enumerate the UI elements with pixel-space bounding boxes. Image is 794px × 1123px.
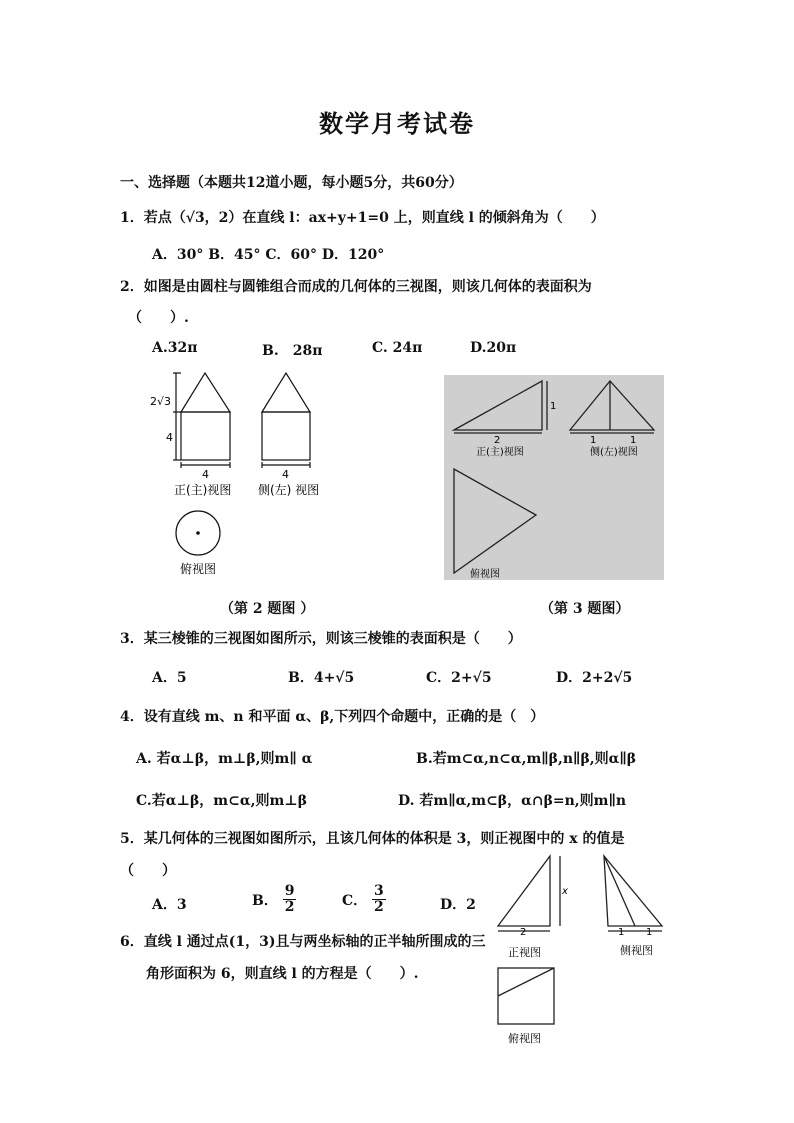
q2-dim-cone: 2√3: [150, 395, 172, 408]
figure-q5-three-views: [490, 852, 676, 1048]
q3-dim-w: 2: [494, 435, 501, 446]
question-5-stem-cont: （ ）: [120, 863, 176, 879]
q5-dim-b: 1: [646, 927, 653, 938]
question-6-stem: 6．直线 l 通过点(1，3)且与两坐标轴的正半轴所围成的三: [120, 934, 486, 950]
question-2-stem: 2．如图是由圆柱与圆锥组合而成的几何体的三视图，则该几何体的表面积为: [120, 279, 592, 295]
question-1-options: A．30° B．45° C．60° D．120°: [152, 247, 385, 263]
figure-q3-three-views: [444, 375, 664, 580]
question-2-option-a: A.32π: [152, 340, 198, 356]
q3-dim-a: 1: [590, 435, 597, 446]
q5-front-label: 正视图: [508, 946, 541, 959]
question-5-stem: 5．某几何体的三视图如图所示，且该几何体的体积是 3，则正视图中的 x 的值是: [120, 831, 625, 847]
question-4-option-c: C.若α⊥β，m⊂α,则m⊥β: [136, 793, 308, 809]
q3-front-label: 正(主)视图: [476, 447, 524, 458]
q5-option-b-den: 2: [284, 899, 295, 916]
question-4-option-b: B.若m⊂α,n⊂α,m∥β,n∥β,则α∥β: [416, 751, 637, 767]
question-5-option-a: A．3: [152, 897, 187, 913]
question-3-option-a: A．5: [152, 670, 187, 686]
q5-side-label: 侧视图: [620, 944, 653, 957]
page-title: 数学月考试卷: [319, 109, 475, 138]
q5-dim-a: 1: [618, 927, 625, 938]
question-5-option-c: [342, 884, 386, 916]
q5-top-square: [498, 968, 554, 1024]
q2-front-cone: [181, 373, 230, 412]
q2-side-label: 侧(左) 视图: [258, 483, 320, 497]
q2-top-label: 俯视图: [180, 562, 217, 576]
question-3-option-b: B．4+√5: [288, 670, 355, 686]
q5-option-b-fraction: [283, 884, 297, 916]
question-6-stem-cont: 角形面积为 6，则直线 l 的方程是（ ）.: [146, 966, 419, 982]
q2-side-cone: [262, 373, 310, 412]
figure-q2-three-views: [140, 368, 360, 588]
q2-dim-w1: 4: [202, 468, 209, 481]
question-4-stem: 4．设有直线 m、n 和平面 α、β,下列四个命题中，正确的是（ ）: [120, 709, 545, 725]
figure-q2-svg: [140, 368, 360, 588]
q3-front-triangle: [454, 381, 542, 430]
q2-dim-w2: 4: [282, 468, 289, 481]
section-heading: 一、选择题（本题共12道小题，每小题5分，共60分）: [120, 175, 463, 191]
q5-option-c-den: 2: [374, 899, 384, 916]
q5-option-c-fraction: [372, 884, 386, 916]
q3-top-label: 俯视图: [470, 569, 500, 580]
figure-q3-caption: （第 3 题图）: [540, 601, 630, 617]
question-3-option-c: C．2+√5: [426, 670, 492, 686]
figure-q2-caption: （第 2 题图 ）: [220, 601, 315, 617]
question-5-option-d: D．2: [440, 897, 476, 913]
q3-dim-b: 1: [630, 435, 637, 446]
question-3-option-d: D．2+2√5: [556, 670, 633, 686]
q3-top-triangle: [454, 469, 536, 573]
question-2-option-b: B. 28π: [262, 343, 323, 359]
q5-option-c-num: 3: [374, 883, 384, 899]
question-2-option-d: D.20π: [470, 340, 517, 356]
q3-side-label: 侧(左)视图: [590, 447, 638, 458]
q5-option-b-num: 9: [284, 883, 295, 899]
figure-q5-svg: [490, 852, 676, 1048]
q2-front-label: 正(主)视图: [174, 483, 232, 497]
question-5-option-b: [252, 884, 296, 916]
question-2-stem-cont: （ ）.: [128, 310, 189, 326]
question-1-stem: 1．若点（√3，2）在直线 l：ax+y+1=0 上，则直线 l 的倾斜角为（ ）: [120, 210, 605, 226]
question-4-option-d: D. 若m∥α,m⊂β，α∩β=n,则m∥n: [398, 793, 627, 809]
q3-dim-h: 1: [550, 401, 557, 412]
question-4-option-a: A. 若α⊥β，m⊥β,则m∥ α: [136, 751, 313, 767]
q5-dim-w: 2: [520, 927, 527, 938]
q5-dim-x: x: [562, 886, 568, 897]
q5-side-triangle: [604, 856, 662, 926]
q2-dim-cyl: 4: [166, 431, 173, 444]
q5-option-b-label: B．: [252, 892, 278, 909]
question-2-option-c: C. 24π: [372, 340, 423, 356]
figure-q3-svg: [444, 375, 664, 580]
q2-front-cylinder: [181, 412, 230, 460]
q5-top-label: 俯视图: [508, 1032, 541, 1045]
question-3-stem: 3．某三棱锥的三视图如图所示，则该三棱锥的表面积是（ ）: [120, 631, 522, 647]
q3-side-triangle: [570, 381, 654, 430]
q5-option-c-label: C．: [342, 892, 368, 909]
q5-front-triangle: [498, 856, 550, 926]
q2-side-cylinder: [262, 412, 310, 460]
